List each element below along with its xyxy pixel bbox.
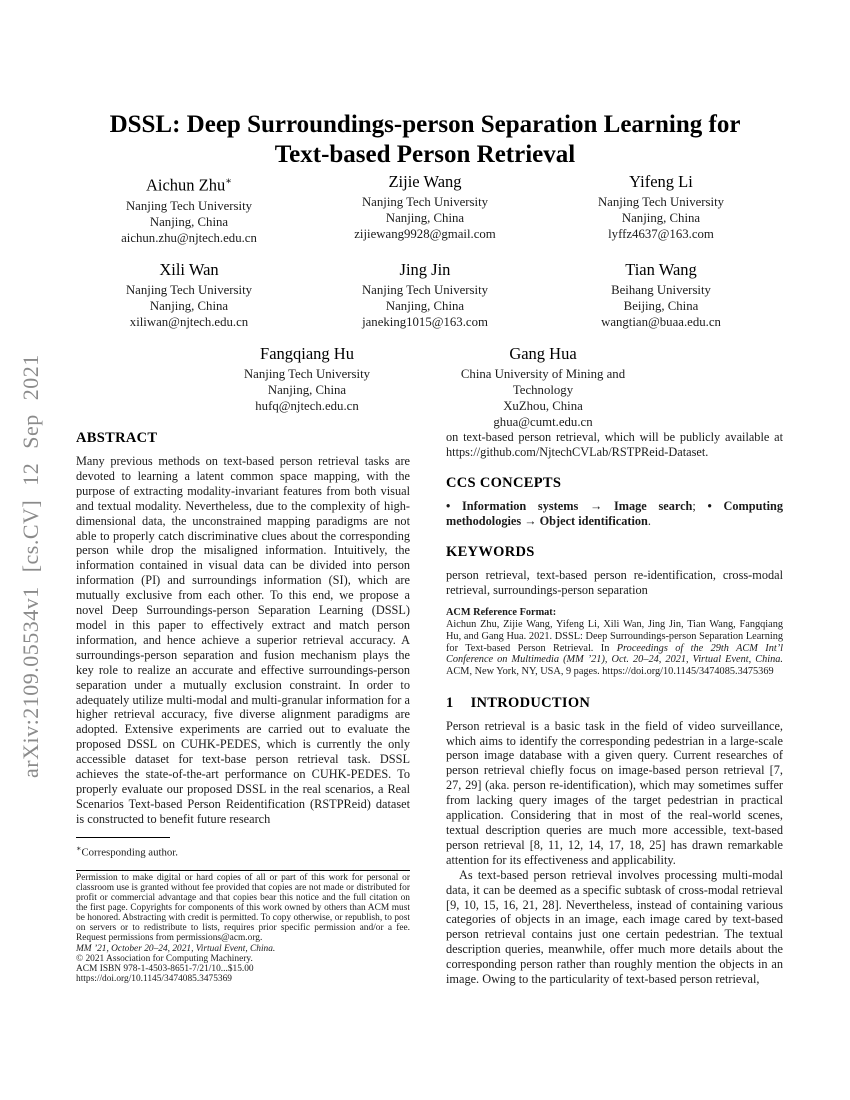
author-email: ghua@cumt.edu.cn <box>493 414 593 429</box>
reference-venue: Proceedings of the 29th ACM Int’l Conference on Multimedia (MM ’21), Oct. 20–24, 2021, Virtual Event, China. <box>446 642 783 666</box>
section-title: INTRODUCTION <box>470 694 591 711</box>
author-city: Nanjing, China <box>267 382 347 397</box>
author-list <box>71 171 779 443</box>
reference-doi-link[interactable]: https://doi.org/10.1145/3474085.3475369 <box>602 665 774 677</box>
left-column <box>76 430 410 984</box>
author-name <box>307 259 543 280</box>
isbn-line: ACM ISBN 978-1-4503-8651-7/21/10...$15.00 <box>76 964 254 974</box>
corresponding-author-footnote <box>76 842 410 860</box>
paper-title <box>0 110 850 170</box>
author-affiliation: Nanjing Tech University <box>361 195 489 209</box>
author-city: Nanjing, China <box>149 214 229 229</box>
abstract-heading: ABSTRACT <box>76 430 158 446</box>
author-affiliation: Nanjing Tech University <box>361 282 489 297</box>
author-name-text: Fangqiang Hu <box>260 343 354 363</box>
introduction-paragraph-1: Person retrieval is a basic task in the field of video surveillance, which aims to identify the corresponding pedestrian in a large-scale person image database with a given query. Current researches of person retrieval chiefly focus on image-based person retrieval [7, 27, 29] (aka. person re-identification), which may sometimes suffer from lacking query images of the target pedestrian in practical application. Considering that in most of the real-world scenes, textual description queries are much more accessible, text-based person retrieval [8, 11, 12, 14, 17, 18, 25] has drawn remarkable attention for its effectiveness and applicability. <box>446 718 783 867</box>
author-name-text: Tian Wang <box>625 259 697 279</box>
abstract-continuation-text: on text-based person retrieval, which will be publicly available at <box>446 430 783 444</box>
author-block <box>71 259 307 330</box>
author-affiliation: Nanjing Tech University <box>243 366 371 381</box>
introduction-heading <box>446 695 783 712</box>
footnote-text: Corresponding author. <box>81 846 178 859</box>
author-block <box>307 259 543 330</box>
conference-line: MM ’21, October 20–24, 2021, Virtual Event, China. <box>76 943 276 954</box>
author-block <box>189 343 425 430</box>
author-city: Nanjing, China <box>149 298 229 313</box>
permission-text: Permission to make digital or hard copies of all or part of this work for personal or classroom use is granted without fee provided that copies are not made or distributed for profit or commercial advantage and that copies bear this notice and the full citation on the first page. Copyrights for components of this work owned by others than ACM must be honored. Abstracting with credit is permitted. To copy otherwise, or republish, to post on servers or to redistribute to lists, requires prior specific permission and/or a fee. Request permissions from permissions@acm.org. <box>76 873 410 943</box>
author-row-3 <box>71 343 779 430</box>
abstract-continuation <box>446 430 783 460</box>
author-name-text: Aichun Zhu <box>145 175 226 195</box>
author-affiliation: Nanjing Tech University <box>597 195 725 209</box>
reference-pages: ACM, New York, NY, USA, 9 pages. <box>446 665 603 677</box>
author-name <box>425 343 661 364</box>
author-block <box>543 259 779 330</box>
ccs-arrow: → <box>521 513 540 528</box>
ccs-concept: • Computing methodologies <box>446 498 783 528</box>
doi-line <box>76 974 410 984</box>
paper-title-line1: DSSL: Deep Surroundings-person Separation Learning for <box>109 111 741 138</box>
abstract-text: Many previous methods on text-based person retrieval tasks are devoted to learning a latent common space mapping, with the purpose of extracting modality-invariant features from both visual and textual modality. Nevertheless, due to the complexity of high-dimensional data, the unconstrained mapping paradigms are not able to properly catch discriminative clues about the corresponding person while drop the misaligned information. Intuitively, the information contained in visual data can be divided into person information (PI) and surroundings information (SI), which are mutually exclusive from each other. To this end, we propose a novel Deep Surroundings-person Separation Learning (DSSL) model in this paper to effectively extract and match person information, and hence achieve a superior retrieval accuracy. A surroundings-person separation and fusion mechanism plays the key role to realize an accurate and effective surroundings-person separation under a mutually exclusion constraint. In order to adequately utilize multi-modal and multi-granular information for a higher retrieval accuracy, five diverse alignment paradigms are adopted. Extensive experiments are carried out to evaluate the proposed DSSL on CUHK-PEDES, which is currently the only accessible dataset for text-base person retrieval task. DSSL achieves the state-of-the-art performance on CUHK-PEDES. To properly evaluate our proposed DSSL in the real scenarios, a Real Scenarios Text-based Person Reidentification (RSTPReid) dataset is constructed to benefit future research <box>76 454 410 826</box>
introduction-paragraph-2: As text-based person retrieval involves processing multi-modal data, it can be deemed as a specific subtask of cross-modal retrieval [9, 10, 15, 16, 21, 28]. Nevertheless, instead of containing various categories of objects in an image, each image cared by text-based person retrieval contains just one certain pedestrian. The textual description queries, meanwhile, offer much more details about the corresponding person rather than roughly mention the objects in an image. Owing to the particularity of text-based person retrieval, <box>446 867 783 987</box>
author-name-text: Zijie Wang <box>388 172 462 191</box>
author-name-text: Jing Jin <box>399 259 451 279</box>
ccs-period: . <box>647 513 651 528</box>
author-city: Nanjing, China <box>385 211 465 225</box>
author-city: Beijing, China <box>623 298 699 313</box>
author-row-1 <box>71 171 779 246</box>
paper-title-line2: Text-based Person Retrieval <box>274 141 576 168</box>
author-block <box>425 343 661 430</box>
author-email: xiliwan@njtech.edu.cn <box>129 314 249 329</box>
author-name-text: Xili Wan <box>159 259 219 279</box>
corresponding-author-mark: ∗ <box>225 176 233 187</box>
keywords-heading: KEYWORDS <box>446 543 535 560</box>
right-column <box>446 430 783 987</box>
author-block <box>71 171 307 246</box>
acm-reference-text <box>446 619 783 678</box>
author-city: XuZhou, China <box>503 398 583 413</box>
ccs-text <box>446 499 783 529</box>
author-name <box>543 259 779 280</box>
author-email: janeking1015@163.com <box>362 314 488 329</box>
author-affiliation: Nanjing Tech University <box>125 282 253 297</box>
copyright-line: © 2021 Association for Computing Machinery. <box>76 953 253 964</box>
abstract-continuation-period: . <box>705 444 709 459</box>
ccs-arrow: → <box>578 498 614 513</box>
github-link[interactable]: https://github.com/NjtechCVLab/RSTPReid-Dataset <box>446 444 706 459</box>
author-email: hufq@njtech.edu.cn <box>255 398 359 413</box>
ccs-concept: Image search <box>613 498 693 513</box>
author-city: Nanjing, China <box>621 211 701 225</box>
permission-rule <box>76 870 410 871</box>
author-affiliation: Nanjing Tech University <box>125 198 253 213</box>
ccs-concept: Object identification <box>539 513 648 528</box>
author-email: aichun.zhu@njtech.edu.cn <box>121 230 257 245</box>
author-affiliation: Beihang University <box>611 282 711 297</box>
author-name <box>543 171 779 192</box>
footnote-mark: ∗ <box>76 843 82 853</box>
section-number: 1 <box>446 694 454 711</box>
doi-link[interactable]: https://doi.org/10.1145/3474085.3475369 <box>76 974 232 985</box>
acm-reference-label: ACM Reference Format: <box>446 607 557 619</box>
author-name <box>189 343 425 364</box>
reference-authors: Aichun Zhu, Zijie Wang, Yifeng Li, Xili Wan, Jing Jin, Tian Wang, Fangqiang Hu, and Gang Hua. 2021. DSSL: Deep Surroundings-person Separation Learning for Text-based Person Retrieval. In <box>446 619 783 654</box>
ccs-separator: ; <box>692 498 708 513</box>
author-block <box>307 171 543 246</box>
author-name <box>71 259 307 280</box>
author-name <box>71 171 307 196</box>
author-email: wangtian@buaa.edu.cn <box>601 314 721 329</box>
ccs-heading: CCS CONCEPTS <box>446 474 562 491</box>
author-name <box>307 171 543 192</box>
author-name-text: Yifeng Li <box>629 172 693 191</box>
author-email: zijiewang9928@gmail.com <box>354 227 496 241</box>
ccs-concept: • Information systems <box>446 498 579 513</box>
author-affiliation: China University of Mining and Technology <box>460 366 626 397</box>
author-block <box>543 171 779 246</box>
author-row-2 <box>71 259 779 330</box>
author-city: Nanjing, China <box>385 298 465 313</box>
footnote-rule <box>76 837 170 838</box>
keywords-text: person retrieval, text-based person re-identification, cross-modal retrieval, surroundings-person separation <box>446 567 783 597</box>
author-email: lyffz4637@163.com <box>608 227 714 241</box>
author-name-text: Gang Hua <box>509 343 577 363</box>
arxiv-watermark: arXiv:2109.05534v1 [cs.CV] 12 Sep 2021 <box>18 354 43 778</box>
